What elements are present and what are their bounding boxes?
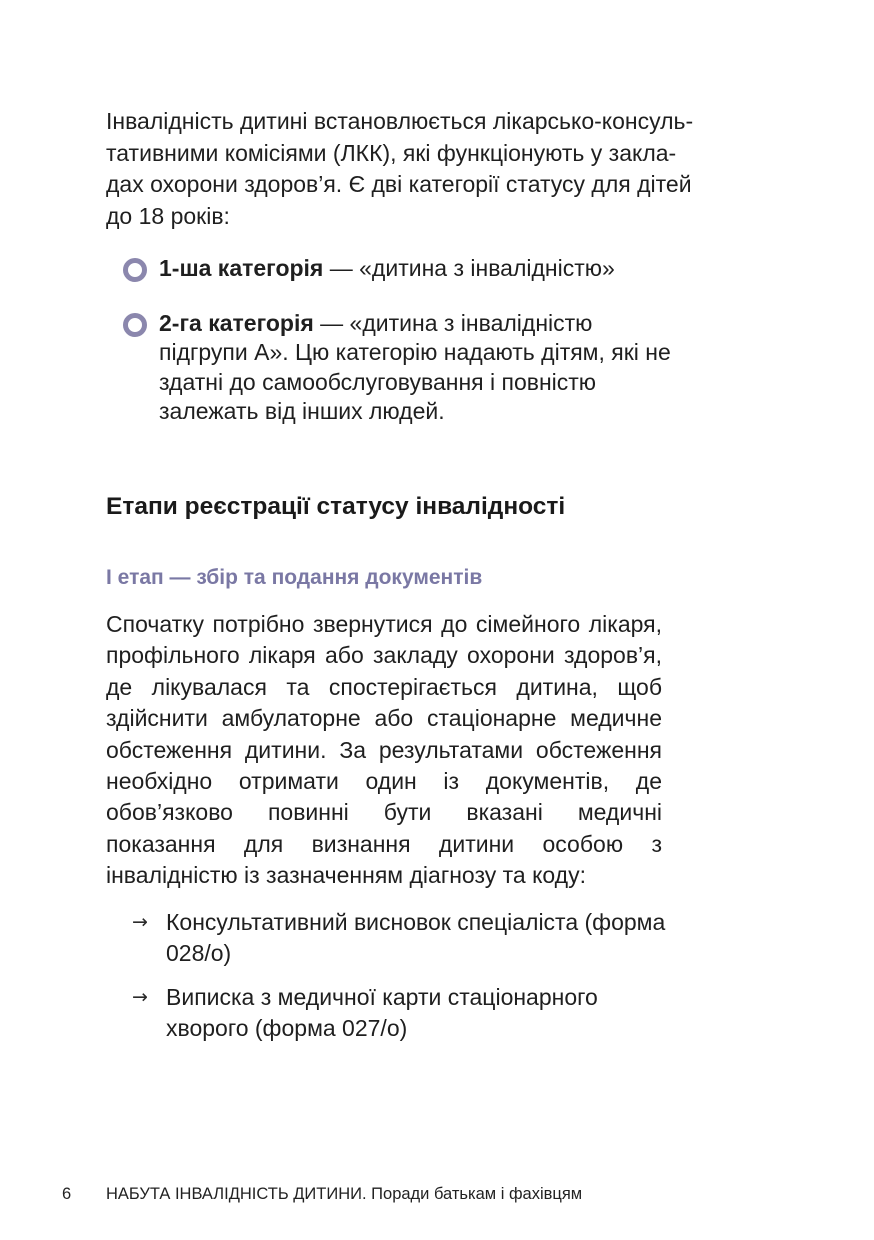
stage-paragraph: Спочатку потрібно звернутися до сімейного лікаря, профільного лікаря або закладу охорони здоров’я, де лікувалася та спостерігається дитина, щоб здійснити амбулаторне або стаціонарне медичне обстеження дитини. За результатами обстеження необхідно отримати один із документів, де обов’язково повинні бути вказані медичні показання для визнання дитини особою з інвалідністю із зазначенням діагнозу та коду: (106, 611, 662, 889)
ring-bullet-icon (123, 258, 147, 282)
category-item-1 (120, 254, 680, 284)
intro-line: тативними комісіями (ЛКК), які функціонують у закла- (106, 139, 677, 166)
page-number: 6 (62, 1185, 72, 1203)
page-footer (62, 1183, 582, 1205)
document-list (132, 907, 672, 1044)
footer-title-rest: Поради батькам і фахівцям (366, 1185, 583, 1203)
category-description: — «дитина з інвалідністю» (323, 255, 615, 281)
document-text: Виписка з медичної карти стаціонарного хворого (форма 027/о) (166, 984, 598, 1041)
document-item-1 (132, 907, 672, 969)
document-text: Консультативний висновок спеціаліста (форма 028/о) (166, 909, 666, 966)
category-description: — «дитина з інвалідністю підгрупи А». Цю категорію надають дітям, які не здатні до самообслуговування і повністю залежать від інших людей. (159, 309, 671, 424)
arrow-right-icon: → (132, 986, 148, 1008)
ring-bullet-icon (123, 313, 147, 337)
category-item-2 (120, 309, 680, 427)
stage-title: І етап — збір та подання документів (106, 566, 483, 589)
category-name: 1-ша категорія (159, 255, 324, 281)
document-item-2 (132, 982, 672, 1044)
category-list (120, 254, 680, 427)
category-name: 2-га категорія (159, 309, 314, 336)
intro-paragraph (106, 106, 738, 232)
intro-line: Інвалідність дитині встановлюється лікарсько-консуль- (106, 108, 694, 134)
section-title: Етапи реєстрації статусу інвалідності (106, 493, 566, 520)
arrow-right-icon: → (132, 911, 148, 933)
footer-title-caps: НАБУТА ІНВАЛІДНІСТЬ ДИТИНИ. (106, 1185, 367, 1203)
intro-line: дах охорони здоров’я. Є дві категорії статусу для дітей (106, 171, 692, 197)
intro-line: до 18 років: (106, 202, 230, 229)
